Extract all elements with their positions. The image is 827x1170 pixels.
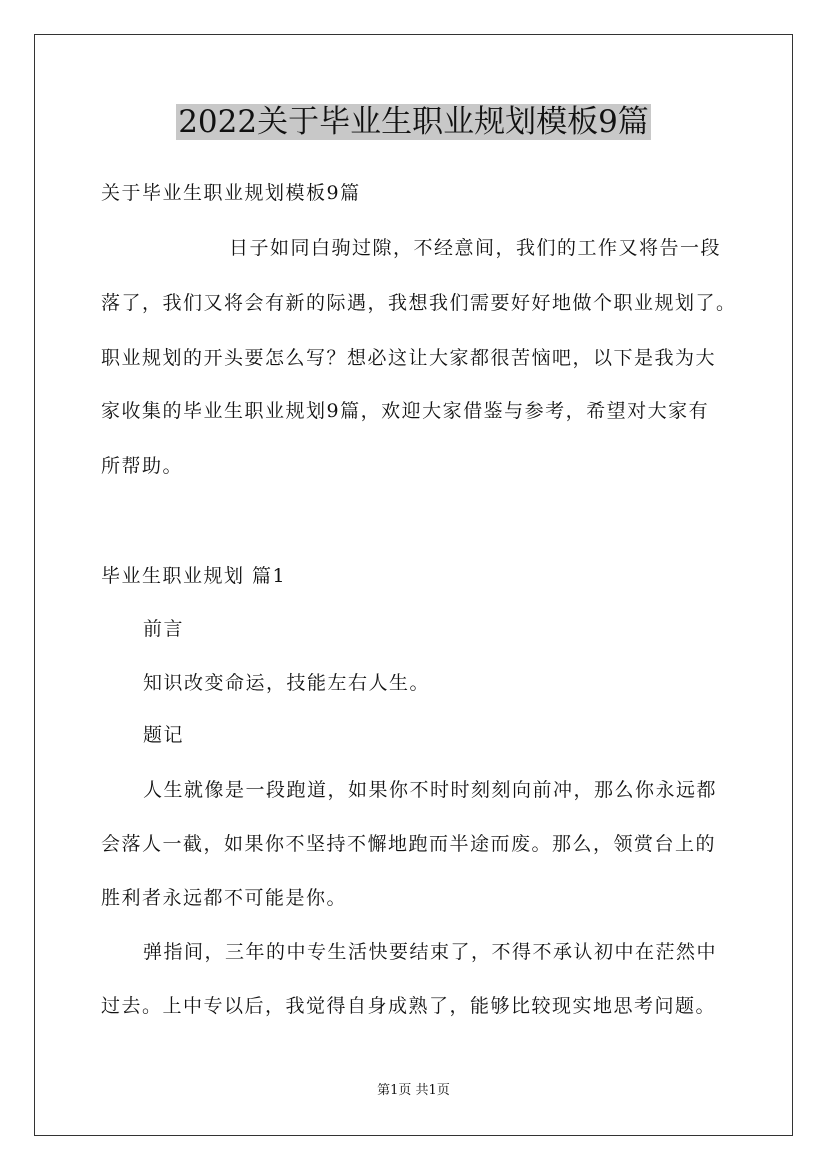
document-subtitle: 关于毕业生职业规划模板9篇 bbox=[101, 182, 361, 204]
intro-line-3: 职业规划的开头要怎么写？想必这让大家都很苦恼吧，以下是我为大 bbox=[101, 347, 717, 369]
intro-line-1: 日子如同白驹过隙，不经意间，我们的工作又将告一段 bbox=[229, 237, 722, 259]
paragraph-1-line-1: 人生就像是一段跑道，如果你不时时刻刻向前冲，那么你永远都 bbox=[143, 779, 718, 801]
document-title-text: 2022关于毕业生职业规划模板9篇 bbox=[178, 104, 649, 140]
preface-text: 知识改变命运，技能左右人生。 bbox=[143, 672, 431, 694]
document-title bbox=[0, 98, 827, 146]
paragraph-2-line-1: 弹指间，三年的中专生活快要结束了，不得不承认初中在茫然中 bbox=[143, 941, 718, 963]
paragraph-1-line-3: 胜利者永远都不可能是你。 bbox=[101, 887, 348, 909]
epigraph-label: 题记 bbox=[143, 724, 185, 746]
preface-label: 前言 bbox=[143, 618, 185, 640]
intro-line-5: 所帮助。 bbox=[101, 455, 184, 477]
paragraph-2-line-2: 过去。上中专以后，我觉得自身成熟了，能够比较现实地思考问题。 bbox=[101, 995, 717, 1017]
intro-line-2: 落了，我们又将会有新的际遇，我想我们需要好好地做个职业规划了。 bbox=[101, 292, 737, 314]
page-footer: 第1页 共1页 bbox=[377, 1083, 450, 1098]
intro-line-4: 家收集的毕业生职业规划9篇，欢迎大家借鉴与参考，希望对大家有 bbox=[101, 400, 710, 422]
section-heading: 毕业生职业规划 篇1 bbox=[101, 565, 287, 587]
paragraph-1-line-2: 会落人一截，如果你不坚持不懈地跑而半途而废。那么，领赏台上的 bbox=[101, 833, 717, 855]
